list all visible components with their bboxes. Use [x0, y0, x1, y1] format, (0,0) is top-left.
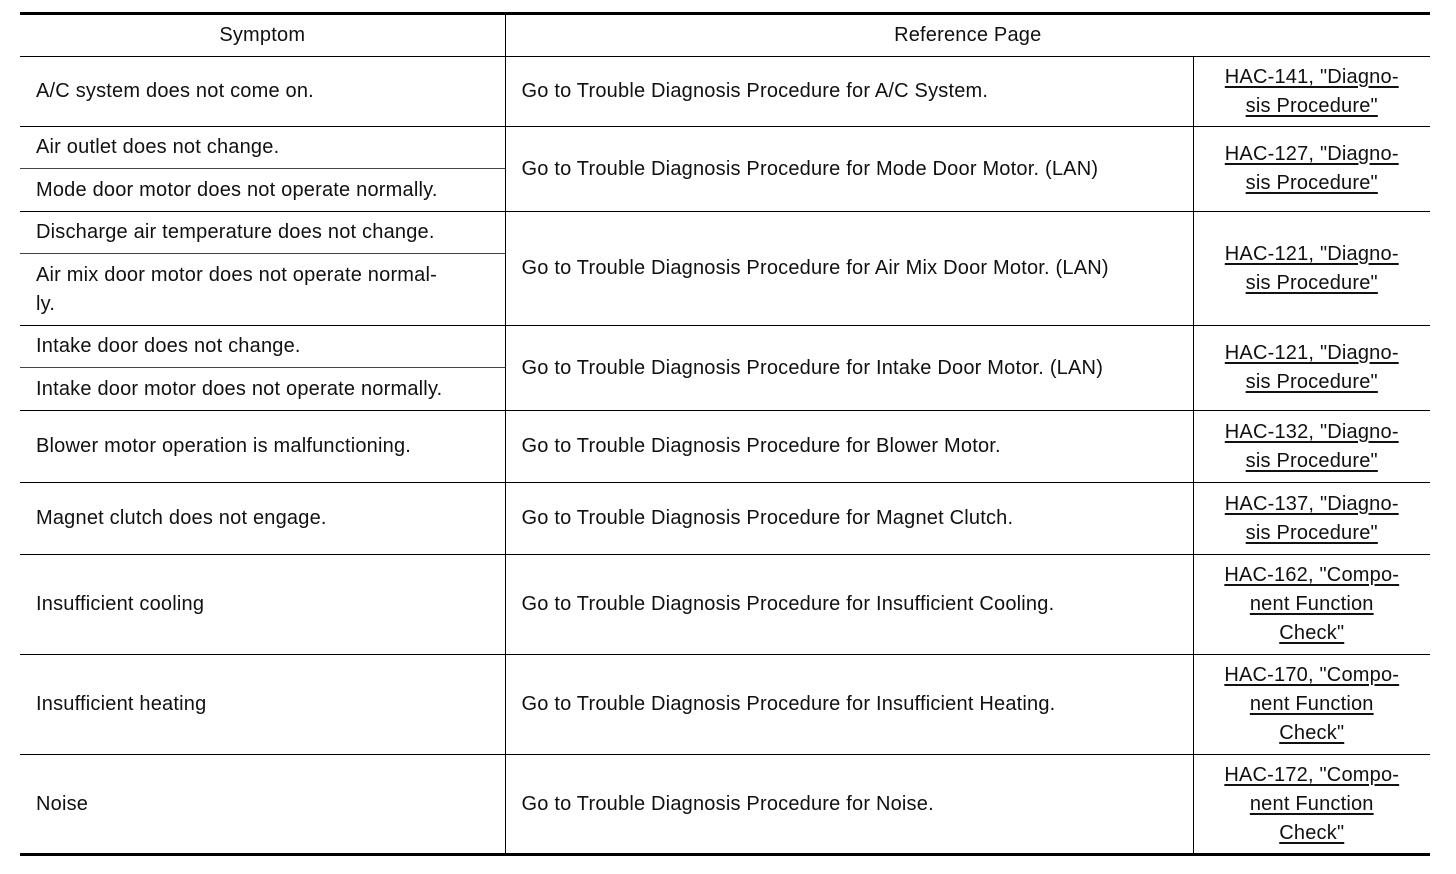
symptom-cell: Intake door motor does not operate normally. [20, 368, 505, 411]
table-header-row [20, 14, 1430, 57]
reference-cell [1193, 127, 1430, 212]
table-row [20, 57, 1430, 127]
reference-link[interactable]: HAC-162, "Compo- nent Function Check" [1224, 564, 1400, 644]
reference-cell [1193, 326, 1430, 411]
reference-link[interactable]: HAC-132, "Diagno- sis Procedure" [1224, 420, 1399, 472]
procedure-cell: Go to Trouble Diagnosis Procedure for A/C System. [505, 57, 1193, 127]
symptom-cell: Air outlet does not change. [20, 127, 505, 169]
reference-cell [1193, 483, 1430, 555]
symptom-cell: Noise [20, 755, 505, 855]
table-row [20, 411, 1430, 483]
symptom-cell: Insufficient heating [20, 655, 505, 755]
table-row [20, 555, 1430, 655]
procedure-cell: Go to Trouble Diagnosis Procedure for Magnet Clutch. [505, 483, 1193, 555]
symptom-reference-table [20, 12, 1430, 856]
procedure-cell: Go to Trouble Diagnosis Procedure for Intake Door Motor. (LAN) [505, 326, 1193, 411]
reference-cell [1193, 212, 1430, 326]
reference-link[interactable]: HAC-172, "Compo- nent Function Check" [1224, 763, 1400, 844]
table-row [20, 483, 1430, 555]
reference-page-column-header: Reference Page [505, 14, 1430, 57]
reference-link[interactable]: HAC-141, "Diagno- sis Procedure" [1224, 65, 1399, 117]
procedure-cell: Go to Trouble Diagnosis Procedure for Noise. [505, 755, 1193, 855]
symptom-cell [20, 254, 505, 326]
table-row [20, 212, 1430, 254]
table-row [20, 127, 1430, 169]
procedure-cell: Go to Trouble Diagnosis Procedure for Blower Motor. [505, 411, 1193, 483]
table-row [20, 755, 1430, 855]
symptom-cell: Magnet clutch does not engage. [20, 483, 505, 555]
reference-link[interactable]: HAC-170, "Compo- nent Function Check" [1224, 664, 1400, 744]
reference-cell [1193, 755, 1430, 855]
table-row [20, 655, 1430, 755]
procedure-cell: Go to Trouble Diagnosis Procedure for Air Mix Door Motor. (LAN) [505, 212, 1193, 326]
symptom-cell: Mode door motor does not operate normally. [20, 169, 505, 212]
procedure-cell: Go to Trouble Diagnosis Procedure for Mode Door Motor. (LAN) [505, 127, 1193, 212]
reference-link[interactable]: HAC-137, "Diagno- sis Procedure" [1224, 492, 1399, 544]
symptom-text: Air mix door motor does not operate normal- ly. [36, 263, 437, 315]
symptom-cell: Insufficient cooling [20, 555, 505, 655]
reference-link[interactable]: HAC-121, "Diagno- sis Procedure" [1224, 342, 1399, 393]
reference-cell [1193, 655, 1430, 755]
symptom-cell: Blower motor operation is malfunctioning. [20, 411, 505, 483]
symptom-cell: Discharge air temperature does not change. [20, 212, 505, 254]
symptom-cell: Intake door does not change. [20, 326, 505, 368]
reference-cell [1193, 57, 1430, 127]
table-row [20, 326, 1430, 368]
reference-cell [1193, 555, 1430, 655]
procedure-cell: Go to Trouble Diagnosis Procedure for Insufficient Heating. [505, 655, 1193, 755]
symptom-cell: A/C system does not come on. [20, 57, 505, 127]
procedure-cell: Go to Trouble Diagnosis Procedure for Insufficient Cooling. [505, 555, 1193, 655]
reference-link[interactable]: HAC-127, "Diagno- sis Procedure" [1224, 143, 1399, 194]
reference-cell [1193, 411, 1430, 483]
symptom-column-header: Symptom [20, 14, 505, 57]
reference-link[interactable]: HAC-121, "Diagno- sis Procedure" [1224, 242, 1399, 294]
